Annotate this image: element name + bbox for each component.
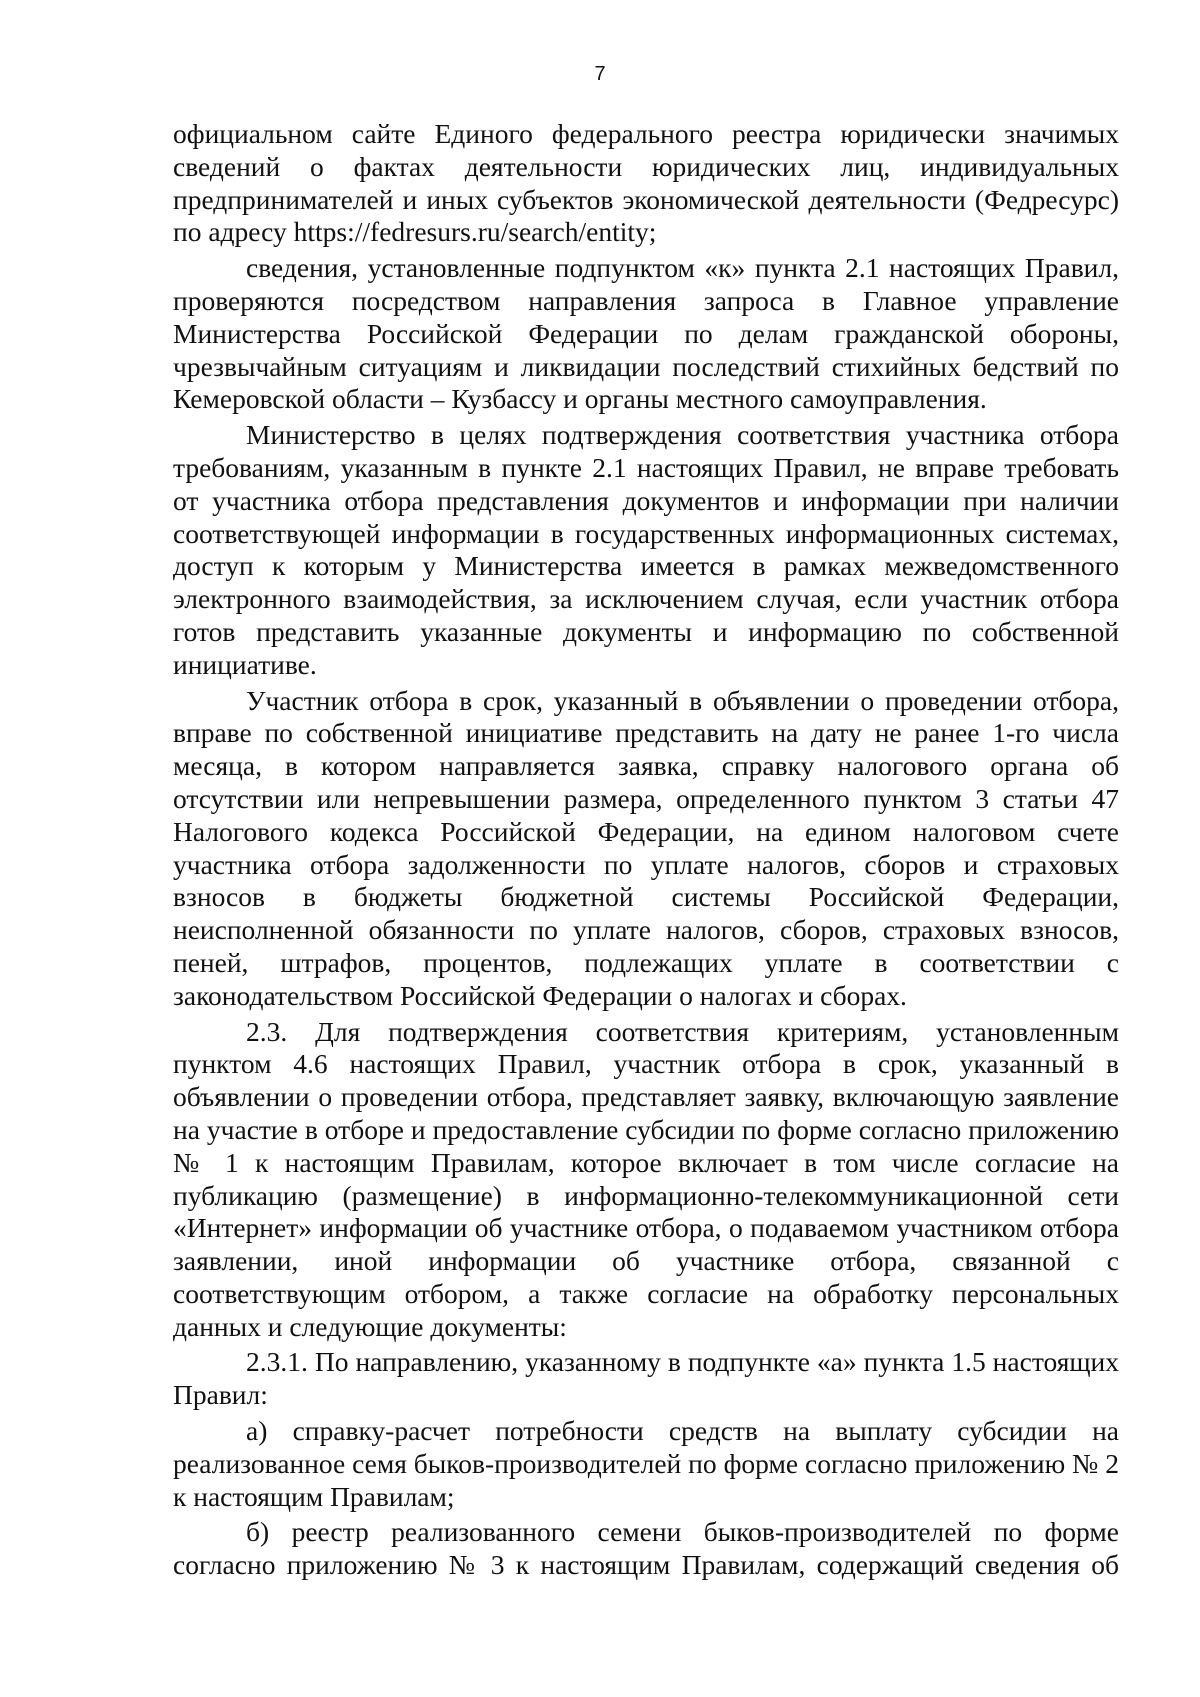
paragraph-subpoint-k: сведения, установленные подпунктом «к» пункта 2.1 настоящих Правил, проверяются посредством направления запроса в Главное управление Министерства Российской Федерации по делам гражданской обороны, чрезвычайным ситуациям и ликвидации последствий стихийных бедствий по Кемеровской области – Кузбассу и органы местного самоуправления. [173,252,1119,415]
paragraph-ministry-requirements: Министерство в целях подтверждения соответствия участника отбора требованиям, указанным в пункте 2.1 настоящих Правил, не вправе требовать от участника отбора представления документов и информации при наличии соответствующей информации в государственных информационных системах, доступ к которым у Министерства имеется в рамках межведомственного электронного взаимодействия, за исключением случая, если участник отбора готов представить указанные документы и информацию по собственной инициативе. [173,419,1119,680]
paragraph-fedresurs: официальном сайте Единого федерального реестра юридически значимых сведений о фактах деятельности юридических лиц, индивидуальных предпринимателей и иных субъектов экономической деятельности (Федресурс) по адресу https://fedresurs.ru/search/entity; [173,118,1119,248]
page-number: 7 [594,63,606,85]
document-body [173,118,1119,1585]
paragraph-tax-certificate: Участник отбора в срок, указанный в объявлении о проведении отбора, вправе по собственной инициативе представить на дату не ранее 1-го числа месяца, в котором направляется заявка, справку налогового органа об отсутствии или непревышении размера, определенного пунктом 3 статьи 47 Налогового кодекса Российской Федерации, на едином налоговом счете участника отбора задолженности по уплате налогов, сборов и страховых взносов в бюджеты бюджетной системы Российской Федерации, неисполненной обязанности по уплате налогов, сборов, страховых взносов, пеней, штрафов, процентов, подлежащих уплате в соответствии с законодательством Российской Федерации о налогах и сборах. [173,684,1119,1011]
paragraph-2-3-1: 2.3.1. По направлению, указанному в подпункте «а» пункта 1.5 настоящих Правил: [173,1346,1119,1411]
paragraph-2-3: 2.3. Для подтверждения соответствия критериям, установленным пунктом 4.6 настоящих Правил, участник отбора в срок, указанный в объявлении о проведении отбора, представляет заявку, включающую заявление на участие в отборе и предоставление субсидии по форме согласно приложению № 1 к настоящим Правилам, которое включает в том числе согласие на публикацию (размещение) в информационно-телекоммуникационной сети «Интернет» информации об участнике отбора, о подаваемом участником отбора заявлении, иной информации об участнике отбора, связанной с соответствующим отбором, а также согласие на обработку персональных данных и следующие документы: [173,1015,1119,1342]
paragraph-item-b: б) реестр реализованного семени быков-производителей по форме согласно приложению № 3 к настоящим Правилам, содержащий сведения об [173,1516,1119,1581]
paragraph-item-a: а) справку-расчет потребности средств на выплату субсидии на реализованное семя быков-производителей по форме согласно приложению № 2 к настоящим Правилам; [173,1415,1119,1512]
